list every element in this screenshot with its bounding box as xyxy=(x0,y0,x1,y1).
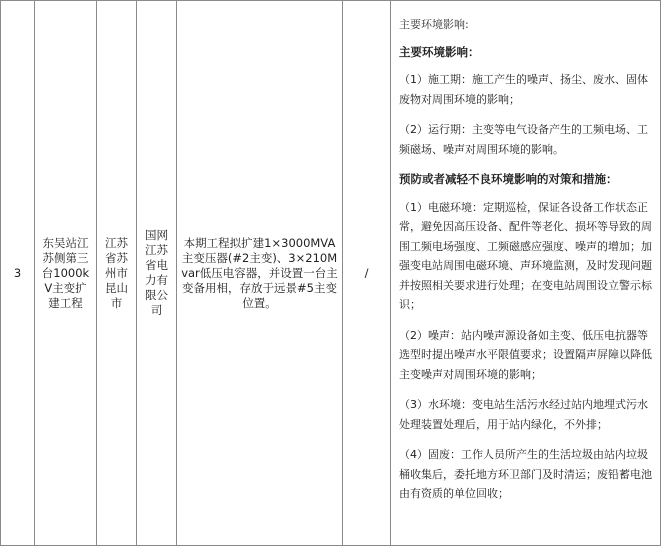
row-number-cell xyxy=(1,1,35,546)
impact-construction: （1）施工期：施工产生的噪声、扬尘、废水、固体废物对周围环境的影响； xyxy=(399,73,648,106)
sensitive-target: / xyxy=(364,265,369,280)
measure-electromagnetic: （1）电磁环境：定期巡检，保证各设备工作状态正常，避免因高压设备、配件等老化、损坏等导致的周围工频电场强度、工频磁感应强度、噪声的增加；加强变电站周围电磁环境、声环境监测，及时发现问题并按照相关要求进行处理；在变电站周围设立警示标识； xyxy=(399,200,652,311)
env-intro: 主要环境影响: xyxy=(399,18,469,31)
project-name-cell xyxy=(35,1,97,546)
location-cell xyxy=(97,1,137,546)
description-cell xyxy=(177,1,343,546)
row-number: 3 xyxy=(13,265,22,280)
project-location: 江苏省苏州市昆山市 xyxy=(105,235,128,310)
measure-solid-waste: （4）固废：工作人员所产生的生活垃圾由站内垃圾桶收集后，委托地方环卫部门及时清运；废铅蓄电池由有资质的单位回收； xyxy=(399,448,652,500)
project-name: 东吴站江苏侧第三台1000kV主变扩建工程 xyxy=(41,235,90,310)
table-row xyxy=(1,1,661,546)
environment-impact-cell xyxy=(391,1,661,546)
construction-organization: 国网江苏省电力有限公司 xyxy=(145,228,168,317)
measure-water: （3）水环境：变电站生活污水经过站内地埋式污水处理装置处理后，用于站内绿化，不外排； xyxy=(399,398,648,431)
organization-cell xyxy=(137,1,177,546)
project-description: 本期工程拟扩建1×3000MVA主变压器(#2主变)、3×210Mvar低压电容器，并设置一台主变备用相，存放于远景#5主变位置。 xyxy=(181,235,338,310)
measures-heading: 预防或者减轻不良环境影响的对策和措施： xyxy=(399,172,618,186)
impact-heading: 主要环境影响： xyxy=(399,44,480,59)
sensitive-target-cell xyxy=(343,1,391,546)
impact-operation: （2）运行期：主变等电气设备产生的工频电场、工频磁场、噪声对周围环境的影响。 xyxy=(399,123,648,156)
measure-noise: （2）噪声：站内噪声源设备如主变、低压电抗器等选型时提出噪声水平限值要求；设置隔声屏障以降低主变噪声对周围环境的影响； xyxy=(399,328,652,381)
